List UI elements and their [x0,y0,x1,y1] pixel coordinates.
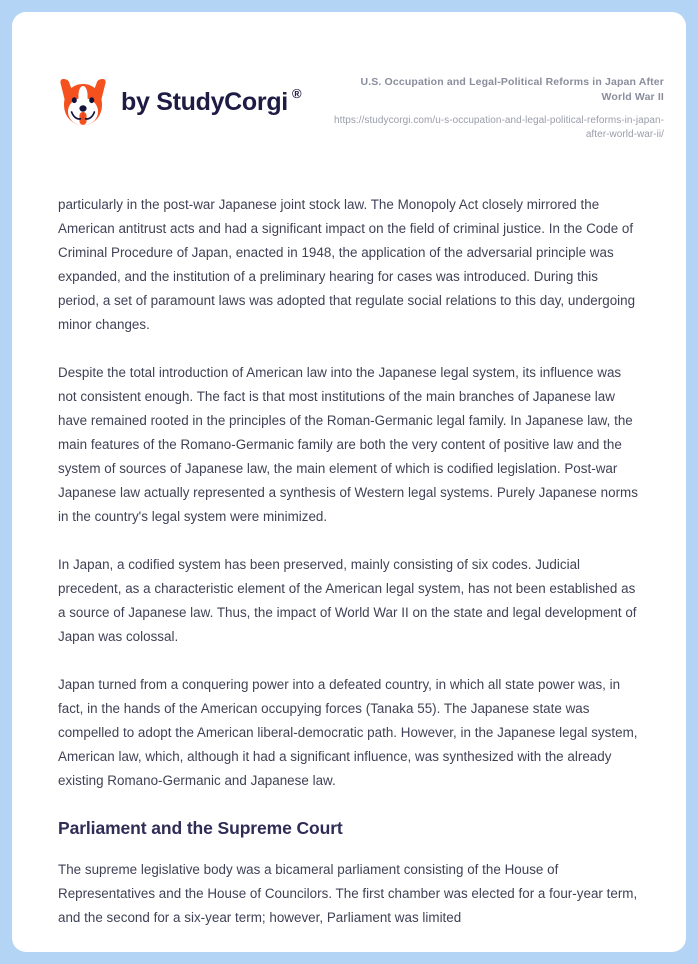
document-header [12,12,686,143]
body-paragraph: Despite the total introduction of American law into the Japanese legal system, its influence was not consistent enough. The fact is that most institutions of the main branches of Japanese law have remained rooted in the principles of the Roman-Germanic legal family. In Japanese law, the main features of the Romano-Germanic family are both the very content of positive law and the system of sources of Japanese law, the main element of which is codified legislation. Post-war Japanese law actually represented a synthesis of Western legal systems. Purely Japanese norms in the country's legal system were minimized. [58,364,638,524]
body-paragraph: Japan turned from a conquering power into a defeated country, in which all state power was, in fact, in the hands of the American occupying forces (Tanaka 55). The Japanese state was compelled to adopt the American liberal-democratic path. However, in the Japanese legal system, American law, which, although it had a significant influence, was synthesized with the already existing Romano-Germanic and Japanese law. [58,676,638,788]
document-meta [334,62,664,143]
body-paragraph: The supreme legislative body was a bicameral parliament consisting of the House of Representatives and the House of Councilors. The first chamber was elected for a four-year term, and the second for a six-year term; however, Parliament was limited [58,861,638,925]
document-body [12,193,686,930]
corgi-face-icon [58,76,108,128]
brand-wordmark-text: by StudyCorgi [121,87,288,116]
body-paragraph: particularly in the post-war Japanese joint stock law. The Monopoly Act closely mirrored the American antitrust acts and had a significant impact on the field of criminal justice. In the Code of Criminal Procedure of Japan, enacted in 1948, the application of the adversarial principle was expanded, and the institution of a preliminary hearing for cases was introduced. During this period, a set of paramount laws was adopted that regulate social relations to this day, undergoing minor changes. [58,196,636,332]
registered-trademark-mark: ® [291,85,302,101]
body-paragraph: In Japan, a codified system has been preserved, mainly consisting of six codes. Judicial precedent, as a characteristic element of the American legal system, has not been established as a source of Japanese law. Thus, the impact of World War II on the state and legal development of Japan was colossal. [58,556,637,644]
document-page-card [12,12,686,952]
brand-wordmark [121,85,302,116]
page-title: U.S. Occupation and Legal-Political Reforms in Japan After World War II [360,76,664,103]
source-url: https://studycorgi.com/u-s-occupation-and-legal-political-reforms-in-japan-after-world-war-ii/ [334,114,664,141]
brand-lockup [58,62,301,128]
section-heading: Parliament and the Supreme Court [58,817,343,838]
